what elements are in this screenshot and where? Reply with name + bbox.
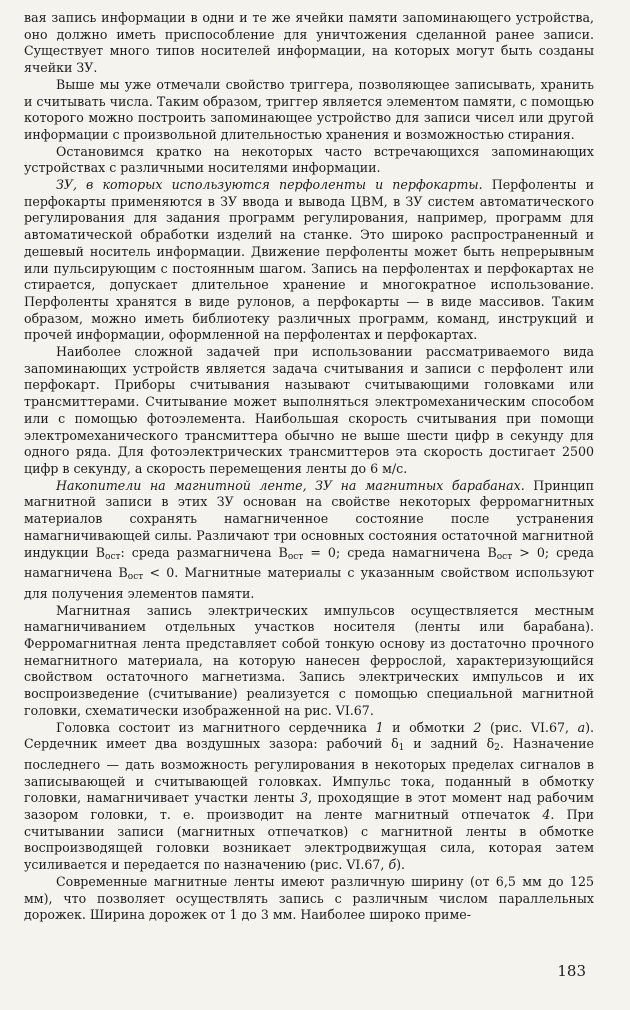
page-body bbox=[24, 10, 594, 924]
p8-ref-4: 4 bbox=[542, 807, 551, 823]
p6-text-a: Принцип магнитной записи в этих ЗУ основан на свойстве некоторых ферромагнитных материалов сохранять намагниченное состояние после устранения намагничивающей силы. Различают три основных состояния остаточной магнитной индукции B bbox=[24, 477, 594, 560]
paragraph-4 bbox=[24, 177, 594, 344]
p8-text-d: ). Сердечник имеет два воздушных зазора: рабочий δ bbox=[24, 719, 594, 752]
paragraph-8 bbox=[24, 720, 594, 874]
page-number: 183 bbox=[557, 962, 586, 980]
p8-ref-3: 3 bbox=[300, 790, 309, 806]
p8-text-a: Головка состоит из магнитного сердечника bbox=[56, 719, 376, 735]
paragraph-4-text: Перфоленты и перфокарты применяются в ЗУ ввода и вывода ЦВМ, в ЗУ систем автоматического регулирования для задания программ регулирования, например, программ для автоматической обработки изделий на станке. Это широко распространенный и дешевый носитель информации. Движение перфоленты может быть непрерывным или пульсирующим с постоянным шагом. Запись на перфолентах и перфокартах не стирается, допускает длительное хранение и многократное использование. Перфоленты хранятся в виде рулонов, а перфокарты — в виде массивов. Таким образом, можно иметь библиотеку различных программ, команд, инструкций и прочей информации, оформленной на перфолентах и перфокартах. bbox=[24, 177, 594, 343]
p8-sub-2: 2 bbox=[494, 743, 500, 754]
p8-text-e: и задний δ bbox=[404, 736, 495, 752]
p6-sub-3: ост bbox=[496, 551, 513, 562]
paragraph-5: Наиболее сложной задачей при использовании рассматриваемого вида запоминающих устройств является задача считывания и записи с перфолент или перфокарт. Приборы считывания называют считывающими головками или трансмиттерами. Считывание может выполняться электромеханическим способом или с помощью фотоэлемента. Наибольшая скорость считывания при помощи электромеханического трансмиттера обычно не выше шести цифр в секунду для одного ряда. Для фотоэлектрических трансмиттеров эта скорость достигает 2500 цифр в секунду, а скорость перемещения ленты до 6 м/с. bbox=[24, 344, 594, 476]
p8-ref-1: 1 bbox=[375, 719, 384, 735]
p6-sub-1: ост bbox=[105, 551, 121, 562]
p6-text-d: > 0; среда намагничена B bbox=[24, 544, 595, 581]
paragraph-2: Выше мы уже отмечали свойство триггера, позволяющее записывать, хранить и считывать числа. Таким образом, триггер является элементом памяти, с помощью которого можно построить запоминающее устройство для записи чисел или другой информации с произвольной длительностью хранения и возможностью стирания. bbox=[24, 76, 594, 142]
p8-ref-b: б bbox=[388, 857, 397, 873]
paragraph-1: вая запись информации в одни и те же ячейки памяти запоминающего устройства, оно должно иметь приспособление для уничтожения сделанной ранее записи. Существует много типов носителей информации, на которых могут быть созданы ячейки ЗУ. bbox=[24, 10, 594, 76]
section-heading-perfo: ЗУ, в которых используются перфоленты и перфокарты. bbox=[56, 177, 483, 193]
p6-text-b: : среда размагничена B bbox=[120, 544, 288, 560]
p8-text-h: . При считывании записи (магнитных отпечатков) с магнитной ленты в обмотке воспроизводящей головки возникает электродвижущая сила, которая затем усиливается и передается по назначению (рис. VI.67, bbox=[24, 807, 595, 873]
p8-text-b: и обмотки bbox=[383, 719, 474, 735]
p8-ref-2: 2 bbox=[473, 719, 482, 735]
p8-text-g: , проходящие в этот момент над рабочим зазором головки, т. е. производит на ленте магнитный отпечаток bbox=[24, 790, 594, 823]
p6-text-e: < 0. Магнитные материалы с указанным свойством используют для получения элементов памяти. bbox=[24, 565, 595, 601]
p8-text-i: ). bbox=[396, 857, 406, 873]
p8-ref-a: а bbox=[577, 719, 586, 735]
paragraph-7: Магнитная запись электрических импульсов осуществляется местным намагничиванием отдельных участков носителя (ленты или барабана). Ферромагнитная лента представляет собой тонкую основу из достаточно прочного немагнитного материала, на которую нанесен феррослой, характеризующийся свойством остаточного магнетизма. Запись электрических импульсов и их воспроизведение (считывание) реализуется с помощью специальной магнитной головки, схематически изображенной на рис. VI.67. bbox=[24, 602, 594, 718]
p8-text-c: (рис. VI.67, bbox=[481, 719, 578, 735]
p6-text-c: = 0; среда намагничена B bbox=[303, 544, 497, 560]
p8-sub-1: 1 bbox=[398, 743, 405, 754]
section-heading-magnetic: Накопители на магнитной ленте, ЗУ на магнитных барабанах. bbox=[56, 477, 525, 493]
p6-sub-4: ост bbox=[127, 572, 144, 583]
paragraph-6 bbox=[24, 478, 594, 603]
p6-sub-2: ост bbox=[287, 551, 304, 562]
paragraph-3: Остановимся кратко на некоторых часто встречающихся запоминающих устройствах с различными носителями информации. bbox=[24, 143, 594, 176]
paragraph-9: Современные магнитные ленты имеют различную ширину (от 6,5 мм до 125 мм), что позволяет осуществлять запись с различным числом параллельных дорожек. Ширина дорожек от 1 до 3 мм. Наиболее широко приме- bbox=[24, 873, 594, 923]
p8-text-f: . Назначение последнего — дать возможность регулирования в некоторых пределах сигналов в записывающей и считывающей головках. Импульс тока, поданный в обмотку головки, намагничивает участки ленты bbox=[24, 736, 594, 806]
